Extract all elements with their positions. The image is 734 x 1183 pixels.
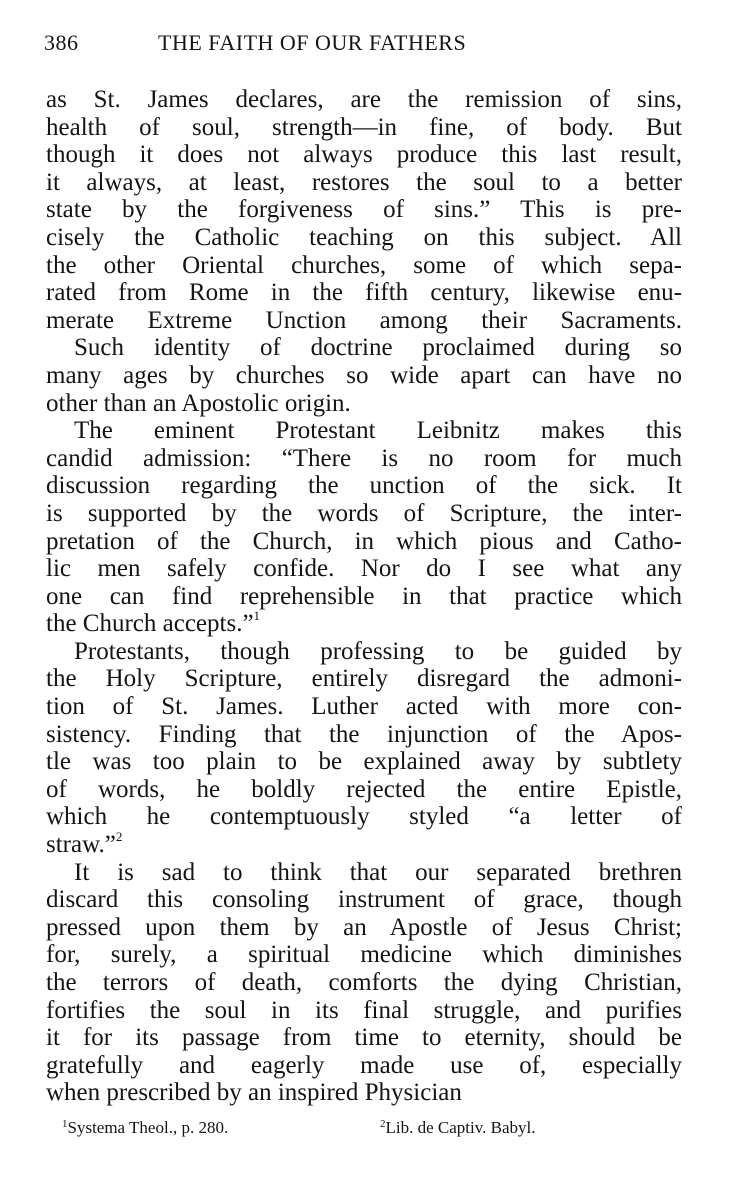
page-number: 386 (44, 30, 79, 55)
page-header (44, 30, 684, 64)
footnote (380, 1118, 536, 1138)
text-line: candid admission: “There is no room for much (46, 444, 682, 472)
footnotes (62, 1118, 682, 1144)
text-line: the Holy Scripture, entirely disregard the admoni- (46, 665, 682, 693)
paragraph (46, 417, 682, 638)
text-line: cisely the Catholic teaching on this subject. All (46, 223, 682, 251)
text-line: The eminent Protestant Leibnitz makes this (74, 417, 682, 445)
text-line: health of soul, strength—in fine, of body. But (46, 113, 682, 141)
line-text: the Church accepts.” (46, 610, 254, 638)
text-line: one can find reprehensible in that practice which (46, 582, 682, 610)
paragraph (46, 86, 682, 334)
text-line: It is sad to think that our separated brethren (74, 858, 682, 886)
text-line: for, surely, a spiritual medicine which diminishes (46, 941, 682, 969)
footnote-mark: 2 (380, 1118, 386, 1130)
text-line: when prescribed by an inspired Physician (46, 1079, 462, 1107)
paragraph (46, 334, 682, 417)
text-line: discard this consoling instrument of grace, though (46, 886, 682, 914)
footnote-reference: 2 (115, 829, 123, 845)
footnote-text: Systema Theol., p. 280. (67, 1118, 229, 1137)
text-line: gratefully and eagerly made use of, especially (46, 1051, 682, 1079)
text-line (46, 610, 682, 638)
text-line: it always, at least, restores the soul to a better (46, 168, 682, 196)
text-line: it for its passage from time to eternity, should be (46, 1024, 682, 1052)
text-line: as St. James declares, are the remission of sins, (46, 86, 682, 113)
text-line: the terrors of death, comforts the dying Christian, (46, 969, 682, 996)
text-line: tion of St. James. Luther acted with more con- (46, 693, 682, 721)
text-line: state by the forgiveness of sins.” This is pre- (46, 196, 682, 224)
text-line: though it does not always produce this last result, (46, 141, 682, 169)
text-line: which he contemptuously styled “a letter of (46, 803, 682, 831)
text-line (46, 831, 682, 859)
paragraph (46, 638, 682, 859)
text-line: Such identity of doctrine proclaimed during so (74, 334, 682, 362)
text-line: sistency. Finding that the injunction of the Apos- (46, 720, 682, 748)
paragraph (46, 859, 682, 1107)
text-line: of words, he boldly rejected the entire Epistle, (46, 775, 682, 803)
text-line: rated from Rome in the fifth century, likewise enu- (46, 279, 682, 307)
text-line: merate Extreme Unction among their Sacraments. (46, 306, 682, 334)
text-line: the other Oriental churches, some of which sepa- (46, 251, 682, 279)
text-line: discussion regarding the unction of the sick. It (46, 472, 682, 500)
text-line: pressed upon them by an Apostle of Jesus Christ; (46, 913, 682, 941)
text-line: pretation of the Church, in which pious and Catho- (46, 527, 682, 555)
text-line: tle was too plain to be explained away by subtlety (46, 748, 682, 776)
text-line: is supported by the words of Scripture, the inter- (46, 499, 682, 527)
text-line: many ages by churches so wide apart can have no (46, 361, 682, 389)
text-line: Protestants, though professing to be guided by (74, 637, 682, 665)
line-text: straw.” (46, 831, 116, 859)
body-text (46, 86, 682, 1107)
footnote-reference: 1 (253, 608, 261, 624)
text-line: lic men safely confide. Nor do I see what any (46, 555, 682, 583)
footnote-mark: 1 (62, 1118, 68, 1130)
text-line: fortifies the soul in its final struggle, and purifies (46, 996, 682, 1024)
footnote (62, 1118, 228, 1138)
running-title: THE FAITH OF OUR FATHERS (158, 30, 467, 55)
footnote-text: Lib. de Captiv. Babyl. (385, 1118, 536, 1137)
text-line: other than an Apostolic origin. (46, 389, 351, 417)
